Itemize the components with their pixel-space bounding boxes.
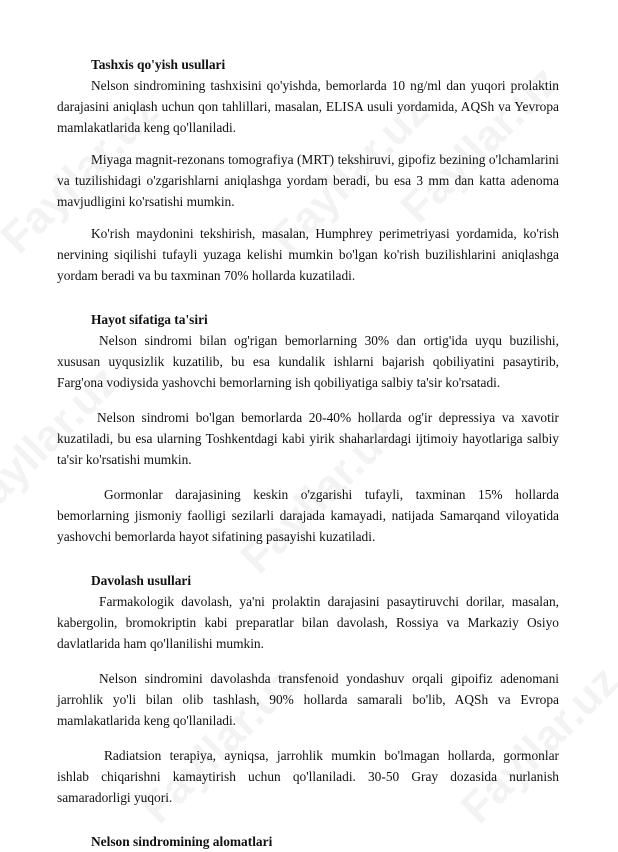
section-heading-treatment: Davolash usullari <box>91 573 192 588</box>
paragraph: Farmakologik davolash, ya'ni prolaktin darajasini pasaytiruvchi dorilar, masalan, kabergolin, bromokriptin kabi preparatlar bilan davolash, Rossiya va Markaziy Osiyo davlatlarida ham qo'llanilishi mumkin. <box>57 594 559 651</box>
section-heading-quality-of-life: Hayot sifatiga ta'siri <box>91 312 208 327</box>
section-heading-diagnosis: Tashxis qo'yish usullari <box>91 57 226 72</box>
paragraph: Nelson sindromini davolashda transfenoid yondashuv orqali gipoifiz adenomani jarrohlik yo'li bilan olib tashlash, 90% hollarda samarali bo'lib, AQSh va Evropa mamlakatlarida keng qo'llaniladi. <box>57 671 559 728</box>
paragraph: Ko'rish maydonini tekshirish, masalan, Humphrey perimetriyasi yordamida, ko'rish nervining siqilishi tufayli yuzaga kelishi mumkin bo'lgan ko'rish buzilishlarini aniqlashga yordam beradi va bu taxminan 70% hollarda kuzatiladi. <box>57 226 559 283</box>
paragraph: Gormonlar darajasining keskin o'zgarishi tufayli, taxminan 15% hollarda bemorlarning jismoniy faolligi sezilarli darajada kamayadi, natijada Samarqand viloyatida yashovchi bemorlarda hayot sifatining pasayishi kuzatiladi. <box>57 487 559 544</box>
paragraph: Nelson sindromining tashxisini qo'yishda, bemorlarda 10 ng/ml dan yuqori prolaktin darajasini aniqlash uchun qon tahlillari, masalan, ELISA usuli yordamida, AQSh va Yevropa mamlakatlarida keng qo'llaniladi. <box>57 78 559 135</box>
document-body <box>57 54 559 852</box>
paragraph: Miyaga magnit-rezonans tomografiya (MRT) tekshiruvi, gipofiz bezining o'lchamlarini va tuzilishidagi o'zgarishlarni aniqlashga yordam beradi, bu esa 3 mm dan katta adenoma mavjudligini ko'rsatishi mumkin. <box>57 152 559 209</box>
paragraph: Nelson sindromi bilan og'rigan bemorlarning 30% dan ortig'ida uyqu buzilishi, xususan uyqusizlik kuzatilib, bu esa kundalik ishlarni bajarish qobiliyatini pasaytirib, Farg'ona vodiysida yashovchi bemorlarning ish qobiliyatiga salbiy ta'sir ko'rsatadi. <box>57 333 559 390</box>
section-heading-symptoms: Nelson sindromining alomatlari <box>91 834 273 849</box>
paragraph: Radiatsion terapiya, ayniqsa, jarrohlik mumkin bo'lmagan hollarda, gormonlar ishlab chiqarishni kamaytirish uchun qo'llaniladi. 30-50 Gray dozasida nurlanish samaradorligi yuqori. <box>57 748 559 805</box>
paragraph: Nelson sindromi bo'lgan bemorlarda 20-40% hollarda og'ir depressiya va xavotir kuzatiladi, bu esa ularning Toshkentdagi kabi yirik shaharlardagi ijtimoiy hayotlariga salbiy ta'sir ko'rsatishi mumkin. <box>57 410 559 467</box>
